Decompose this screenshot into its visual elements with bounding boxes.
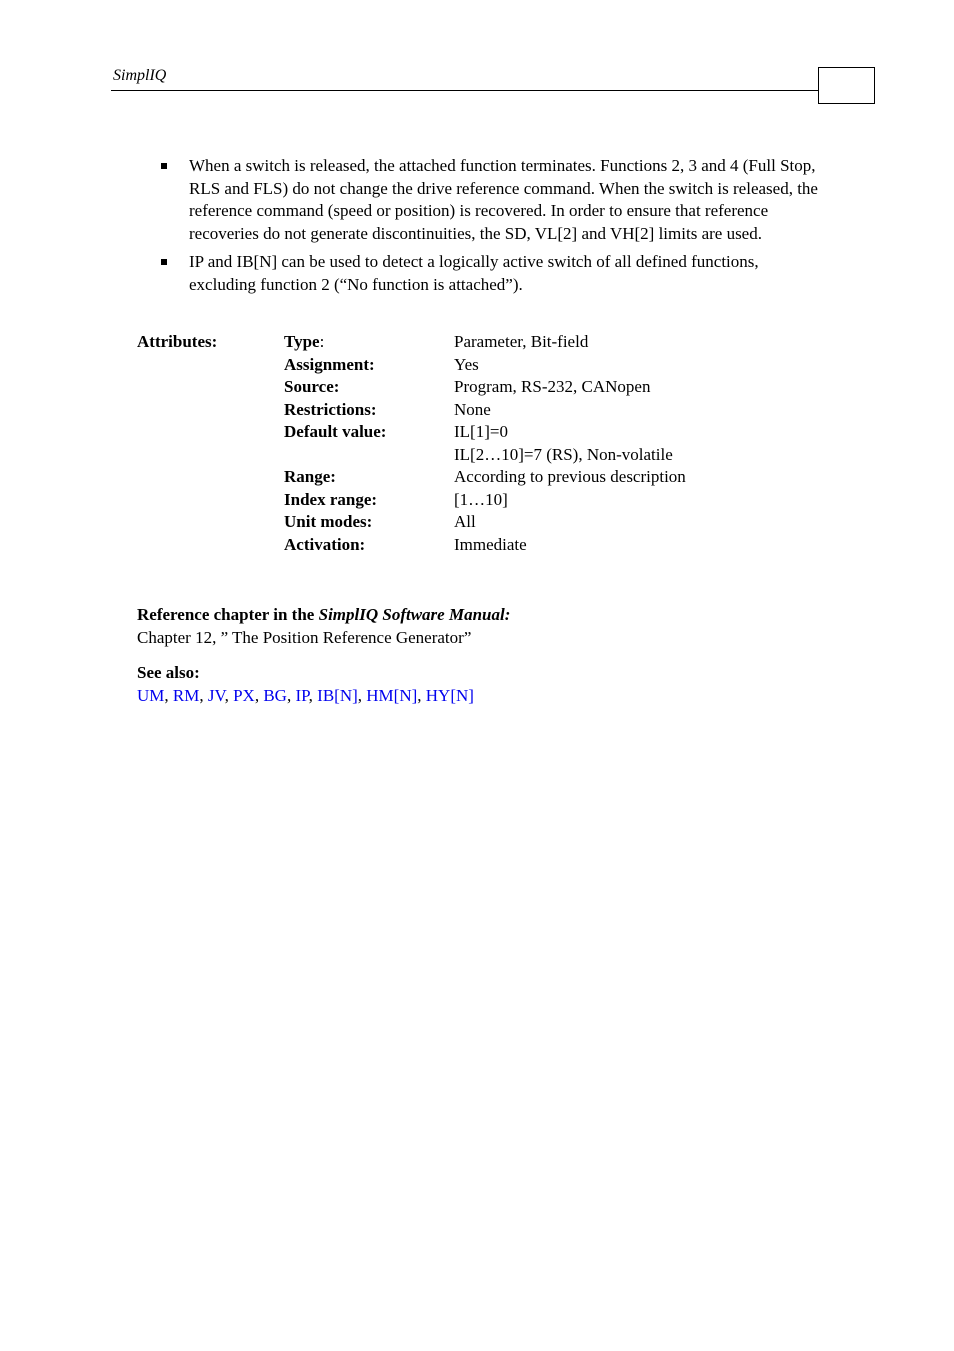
- reference-chapter-text: Chapter 12, ” The Position Reference Generator”: [137, 627, 472, 647]
- bullet-text: When a switch is released, the attached function terminates. Functions 2, 3 and 4 (Full Stop, RLS and FLS) do not change the drive reference command. When the switch is released, the reference command (speed or position) is recovered. In order to ensure that reference recoveries do not generate discontinuities, the SD, VL[2] and VH[2] limits are used.: [189, 156, 818, 243]
- attributes-table: [284, 331, 686, 556]
- attribute-row: [284, 376, 686, 399]
- attribute-value: Parameter, Bit-field: [454, 332, 589, 351]
- attribute-label: Unit modes:: [284, 512, 373, 531]
- link-separator: ,: [199, 685, 208, 705]
- link-separator: ,: [164, 685, 173, 705]
- attribute-label: Range:: [284, 467, 336, 486]
- attribute-value: [1…10]: [454, 489, 508, 509]
- square-bullet-icon: [161, 259, 167, 265]
- link-separator: ,: [308, 685, 318, 705]
- link-separator: ,: [417, 685, 426, 705]
- attribute-value: IL[2…10]=7 (RS), Non-volatile: [454, 444, 673, 464]
- attribute-row: [284, 421, 686, 444]
- page-number-box: [818, 67, 875, 104]
- bullet-list: [161, 155, 826, 302]
- link-hm-n[interactable]: HM[N]: [366, 685, 418, 705]
- attribute-label: Source:: [284, 377, 340, 396]
- attribute-value: Yes: [454, 354, 479, 374]
- see-also-label: See also:: [137, 663, 200, 682]
- attribute-label: Activation:: [284, 534, 366, 554]
- link-bg[interactable]: BG: [263, 685, 287, 705]
- attribute-label: Type:: [284, 332, 325, 351]
- attributes-heading: Attributes:: [137, 332, 218, 351]
- attribute-value: All: [454, 512, 476, 531]
- bullet-item: [161, 251, 826, 296]
- square-bullet-icon: [161, 163, 167, 169]
- reference-manual-title: SimplIQ Software Manual:: [318, 605, 511, 624]
- attribute-value: According to previous description: [454, 467, 686, 486]
- attribute-row: [284, 534, 686, 557]
- attribute-row: [284, 399, 686, 422]
- attribute-value: Immediate: [454, 534, 527, 554]
- link-separator: ,: [286, 685, 296, 705]
- link-hy-n[interactable]: HY[N]: [425, 685, 474, 705]
- attribute-value: Program, RS-232, CANopen: [454, 377, 651, 396]
- reference-chapter: [137, 604, 510, 649]
- header-title: SimplIQ: [113, 67, 167, 84]
- link-separator: ,: [224, 685, 234, 705]
- see-also-links: [137, 685, 474, 708]
- link-jv[interactable]: JV: [207, 685, 225, 705]
- link-separator: ,: [357, 685, 367, 705]
- attribute-label: Restrictions:: [284, 399, 377, 419]
- attribute-label: Index range:: [284, 489, 378, 509]
- attribute-row: [284, 489, 686, 512]
- attribute-label: Default value:: [284, 422, 387, 441]
- header-rule: [111, 90, 818, 91]
- reference-label: Reference chapter in the: [137, 605, 319, 624]
- attribute-row: [284, 354, 686, 377]
- link-ib-n[interactable]: IB[N]: [317, 685, 358, 705]
- see-also: [137, 662, 474, 707]
- link-separator: ,: [254, 685, 264, 705]
- attribute-value: None: [454, 399, 491, 419]
- reference-heading: [137, 604, 510, 627]
- link-ip[interactable]: IP: [295, 685, 309, 705]
- link-px[interactable]: PX: [233, 685, 255, 705]
- bullet-text: IP and IB[N] can be used to detect a logically active switch of all defined functions, excluding function 2 (“No function is attached”).: [189, 252, 759, 294]
- link-rm[interactable]: RM: [172, 685, 200, 705]
- attribute-row: [284, 511, 686, 534]
- attribute-row: [284, 466, 686, 489]
- attribute-label: [284, 444, 454, 467]
- attribute-row: [284, 331, 686, 354]
- attribute-row: [284, 444, 686, 467]
- bullet-item: [161, 155, 826, 245]
- attribute-value: IL[1]=0: [454, 422, 508, 441]
- attribute-label: Assignment:: [284, 354, 375, 374]
- link-um[interactable]: UM: [137, 685, 165, 705]
